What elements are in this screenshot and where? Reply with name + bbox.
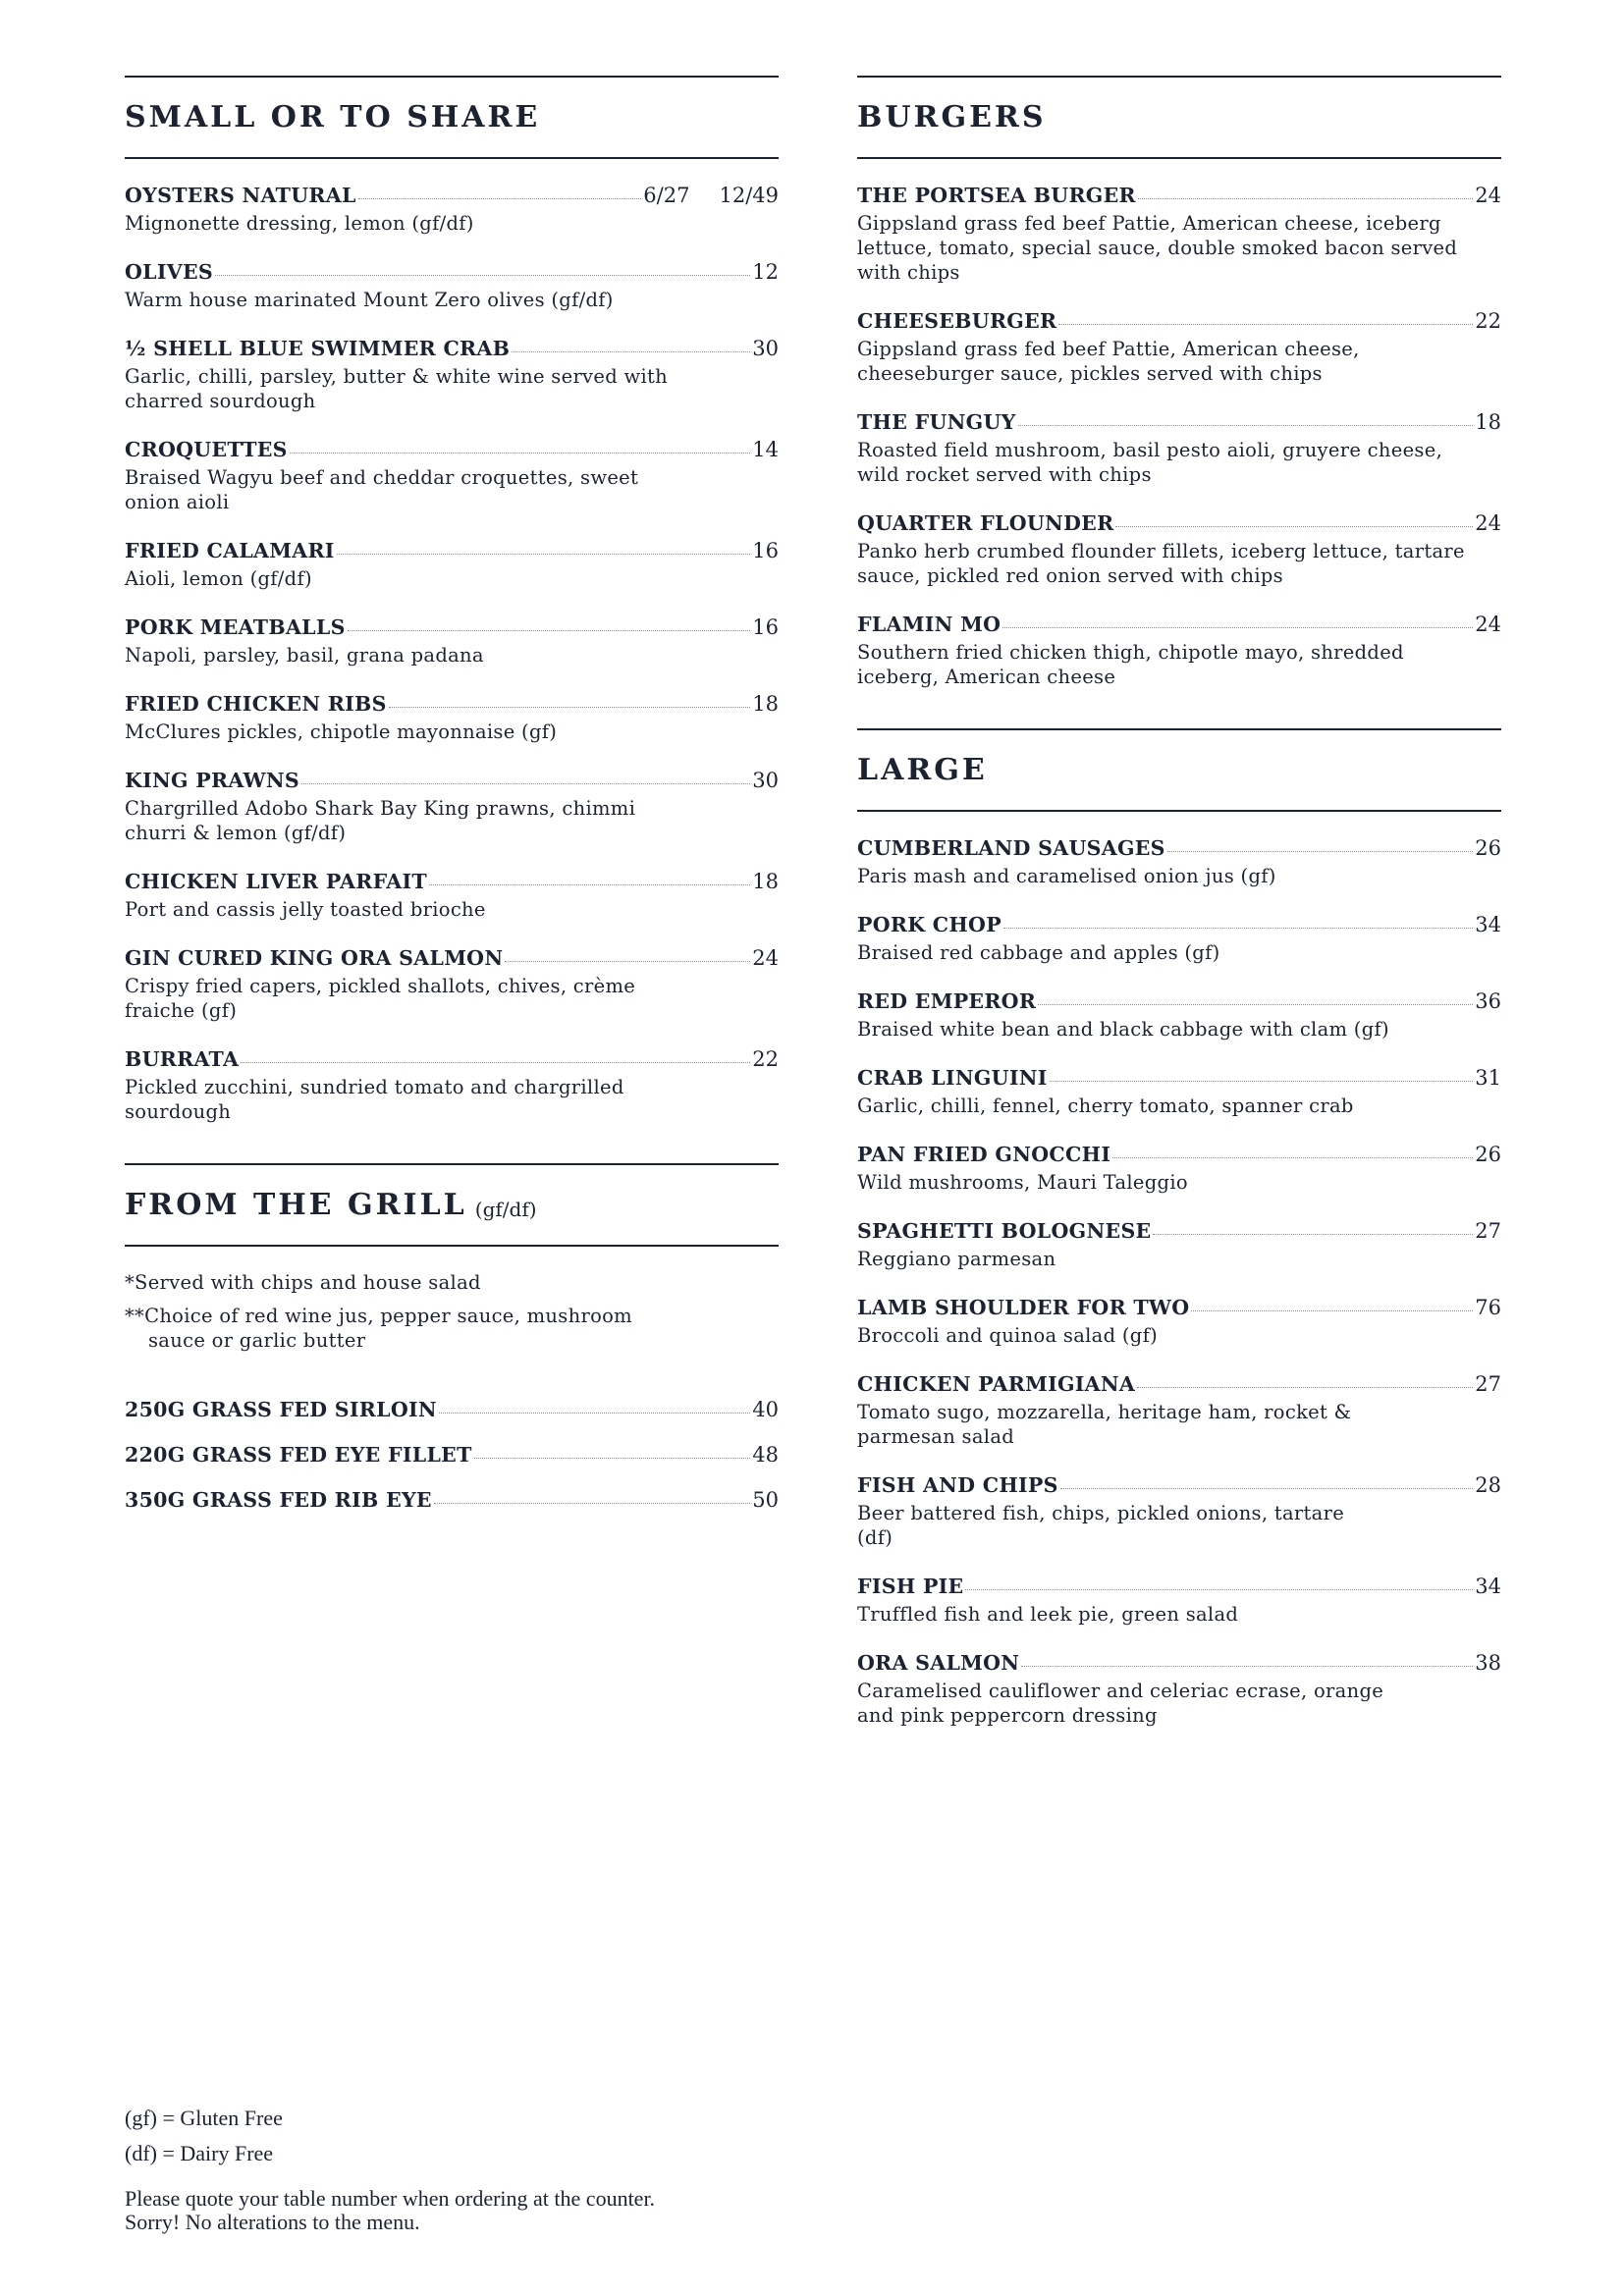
- dot-leader: [389, 707, 750, 708]
- dot-leader: [358, 198, 642, 199]
- menu-item: [857, 1295, 1501, 1348]
- menu-item: [857, 1472, 1501, 1550]
- section-title: LARGE: [857, 752, 988, 787]
- item-name: QUARTER FLOUNDER: [857, 511, 1114, 535]
- item-price: 31: [1475, 1066, 1501, 1090]
- item-name: ORA SALMON: [857, 1651, 1020, 1675]
- dot-leader: [439, 1413, 750, 1414]
- item-price: 18: [752, 870, 779, 893]
- grill-note-text: **Choice of red wine jus, pepper sauce, mushroom: [125, 1305, 632, 1327]
- item-price: 38: [1475, 1651, 1501, 1675]
- item-price: 6/27: [643, 184, 690, 207]
- item-price: 26: [1475, 836, 1501, 860]
- item-name: FISH PIE: [857, 1575, 964, 1598]
- menu-item: [125, 945, 779, 1023]
- right-column: [857, 76, 1501, 1751]
- section-header-large: [857, 728, 1501, 812]
- item-description: Chargrilled Adobo Shark Bay King prawns, chimmi churri & lemon (gf/df): [125, 797, 636, 844]
- item-name: 250G GRASS FED SIRLOIN: [125, 1398, 437, 1421]
- burgers-items-list: [857, 183, 1501, 689]
- menu-item: [125, 1487, 779, 1513]
- item-description: Braised Wagyu beef and cheddar croquettes, sweet onion aioli: [125, 466, 639, 513]
- item-price: 36: [1475, 989, 1501, 1013]
- item-name: BURRATA: [125, 1047, 240, 1071]
- item-price: 34: [1475, 913, 1501, 936]
- item-description: Broccoli and quinoa salad (gf): [857, 1324, 1159, 1347]
- notice-line-1: Please quote your table number when ordering at the counter.: [125, 2186, 656, 2211]
- grill-note: [125, 1270, 779, 1295]
- item-description: Truffled fish and leek pie, green salad: [857, 1603, 1239, 1626]
- item-name: THE FUNGUY: [857, 410, 1016, 434]
- menu-item: [125, 336, 779, 413]
- item-price: 14: [752, 438, 779, 461]
- item-name: CHICKEN PARMIGIANA: [857, 1372, 1136, 1396]
- item-name: CROQUETTES: [125, 438, 288, 461]
- item-name: RED EMPEROR: [857, 989, 1037, 1013]
- item-price-large: 12/49: [719, 184, 779, 207]
- item-description: Mignonette dressing, lemon (gf/df): [125, 212, 474, 235]
- dot-leader: [1038, 1004, 1473, 1005]
- item-name: LAMB SHOULDER FOR TWO: [857, 1296, 1190, 1319]
- dot-leader: [1167, 851, 1473, 852]
- item-price: 24: [1475, 613, 1501, 636]
- dot-leader: [1002, 627, 1473, 628]
- item-price: 24: [1475, 511, 1501, 535]
- item-name: 350G GRASS FED RIB EYE: [125, 1488, 432, 1512]
- dot-leader: [290, 453, 750, 454]
- item-name: CRAB LINGUINI: [857, 1066, 1048, 1090]
- menu-item: [857, 1371, 1501, 1449]
- menu-item: [857, 988, 1501, 1041]
- item-description: Roasted field mushroom, basil pesto aioli, gruyere cheese, wild rocket served with chips: [857, 439, 1443, 486]
- item-name: CHEESEBURGER: [857, 309, 1057, 333]
- item-price: 22: [1475, 309, 1501, 333]
- dot-leader: [1115, 526, 1473, 527]
- dot-leader: [1050, 1081, 1474, 1082]
- dot-leader: [215, 275, 750, 276]
- item-description: McClures pickles, chipotle mayonnaise (gf): [125, 721, 558, 743]
- section-header-from-the-grill: [125, 1163, 779, 1247]
- item-description: Gippsland grass fed beef Pattie, American cheese, cheeseburger sauce, pickles served with chips: [857, 338, 1360, 385]
- dot-leader: [1112, 1157, 1473, 1158]
- dot-leader: [1018, 425, 1474, 426]
- item-price: 76: [1475, 1296, 1501, 1319]
- item-description: Reggiano parmesan: [857, 1248, 1056, 1270]
- section-dietary-note: (gf/df): [474, 1197, 537, 1221]
- menu-item: [857, 308, 1501, 386]
- dot-leader: [1137, 1387, 1473, 1388]
- dot-leader: [1021, 1666, 1473, 1667]
- item-price: 16: [752, 615, 779, 639]
- item-price: 12: [752, 260, 779, 284]
- menu-item: [857, 183, 1501, 285]
- small-items-list: [125, 183, 779, 1124]
- item-name: PORK CHOP: [857, 913, 1001, 936]
- menu-item: [857, 409, 1501, 487]
- item-name: SPAGHETTI BOLOGNESE: [857, 1219, 1152, 1243]
- item-description: Braised white bean and black cabbage with clam (gf): [857, 1018, 1389, 1041]
- item-price: 27: [1475, 1219, 1501, 1243]
- section-header-burgers: [857, 76, 1501, 159]
- menu-item: [857, 1574, 1501, 1627]
- item-description: Braised red cabbage and apples (gf): [857, 941, 1220, 964]
- item-description: Wild mushrooms, Mauri Taleggio: [857, 1171, 1188, 1194]
- legend-gluten-free: (gf) = Gluten Free: [125, 2106, 283, 2130]
- dot-leader: [1191, 1310, 1473, 1311]
- menu-item: [125, 768, 779, 845]
- dot-leader: [241, 1062, 750, 1063]
- notice-line-2: Sorry! No alterations to the menu.: [125, 2210, 420, 2234]
- item-description: Napoli, parsley, basil, grana padana: [125, 644, 484, 667]
- dot-leader: [1153, 1234, 1473, 1235]
- item-name: OYSTERS NATURAL: [125, 184, 356, 207]
- item-name: CUMBERLAND SAUSAGES: [857, 836, 1165, 860]
- item-price: 16: [752, 539, 779, 562]
- section-title: BURGERS: [857, 99, 1047, 134]
- dot-leader: [429, 884, 750, 885]
- item-name: FISH AND CHIPS: [857, 1473, 1058, 1497]
- menu-item: [857, 1065, 1501, 1118]
- dot-leader: [512, 351, 750, 352]
- item-name: FRIED CHICKEN RIBS: [125, 692, 387, 716]
- dot-leader: [434, 1503, 750, 1504]
- menu-item: [125, 614, 779, 667]
- dot-leader: [965, 1589, 1473, 1590]
- section-title: [125, 1187, 537, 1222]
- menu-item: [125, 869, 779, 922]
- dot-leader: [1138, 198, 1473, 199]
- item-name: THE PORTSEA BURGER: [857, 184, 1136, 207]
- item-description: Garlic, chilli, parsley, butter & white wine served with charred sourdough: [125, 365, 669, 412]
- item-description: Southern fried chicken thigh, chipotle mayo, shredded iceberg, American cheese: [857, 641, 1404, 688]
- menu-item: [857, 1650, 1501, 1728]
- item-price: 18: [1475, 410, 1501, 434]
- menu-item: [125, 1397, 779, 1422]
- item-price: 27: [1475, 1372, 1501, 1396]
- item-name: ½ SHELL BLUE SWIMMER CRAB: [125, 337, 511, 360]
- item-description: Warm house marinated Mount Zero olives (gf/df): [125, 289, 614, 311]
- item-description: Tomato sugo, mozzarella, heritage ham, rocket & parmesan salad: [857, 1401, 1352, 1448]
- menu-item: [125, 1442, 779, 1468]
- menu-item: [857, 612, 1501, 689]
- menu-item: [125, 538, 779, 591]
- section-title-text: FROM THE GRILL: [125, 1187, 467, 1222]
- item-name: CHICKEN LIVER PARFAIT: [125, 870, 427, 893]
- menu-item: [125, 1046, 779, 1124]
- dot-leader: [337, 554, 751, 555]
- item-description: Crispy fried capers, pickled shallots, chives, crème fraiche (gf): [125, 975, 636, 1022]
- item-description: Gippsland grass fed beef Pattie, American cheese, iceberg lettuce, tomato, special sauce, double smoked bacon served with chips: [857, 212, 1458, 284]
- item-price: 18: [752, 692, 779, 716]
- item-price: 48: [752, 1443, 779, 1467]
- grill-items-list: [125, 1397, 779, 1513]
- item-name: FLAMIN MO: [857, 613, 1001, 636]
- item-description: Aioli, lemon (gf/df): [125, 567, 312, 590]
- dot-leader: [348, 630, 751, 631]
- menu-item: [125, 259, 779, 312]
- section-title: SMALL OR TO SHARE: [125, 99, 541, 134]
- item-description: Caramelised cauliflower and celeriac ecrase, orange and pink peppercorn dressing: [857, 1680, 1384, 1727]
- item-description: Garlic, chilli, fennel, cherry tomato, spanner crab: [857, 1095, 1354, 1117]
- item-price: 24: [1475, 184, 1501, 207]
- large-items-list: [857, 835, 1501, 1728]
- item-price: 22: [752, 1047, 779, 1071]
- grill-note-text: *Served with chips and house salad: [125, 1271, 481, 1294]
- menu-item: [857, 1142, 1501, 1195]
- item-price: 40: [752, 1398, 779, 1421]
- dot-leader: [1003, 928, 1473, 929]
- item-name: FRIED CALAMARI: [125, 539, 335, 562]
- item-price: 34: [1475, 1575, 1501, 1598]
- item-price: 50: [752, 1488, 779, 1512]
- dot-leader: [474, 1458, 751, 1459]
- grill-note-continuation: sauce or garlic butter: [148, 1329, 366, 1352]
- ordering-notice: [125, 2187, 655, 2234]
- menu-item: [125, 437, 779, 514]
- section-header-small-or-to-share: [125, 76, 779, 159]
- menu-footer: [125, 2107, 655, 2234]
- menu-item: [125, 691, 779, 744]
- grill-note: [125, 1304, 779, 1353]
- item-price: 30: [752, 337, 779, 360]
- item-description: Pickled zucchini, sundried tomato and chargrilled sourdough: [125, 1076, 624, 1123]
- item-description: Panko herb crumbed flounder fillets, iceberg lettuce, tartare sauce, pickled red onion served with chips: [857, 540, 1465, 587]
- menu-item: [857, 1218, 1501, 1271]
- left-column: [125, 76, 779, 1532]
- dot-leader: [505, 961, 750, 962]
- menu-item: [857, 835, 1501, 888]
- item-description: Paris mash and caramelised onion jus (gf): [857, 865, 1276, 887]
- grill-notes: [125, 1270, 779, 1353]
- item-name: 220G GRASS FED EYE FILLET: [125, 1443, 472, 1467]
- item-price: 30: [752, 769, 779, 792]
- item-price: 24: [752, 946, 779, 970]
- menu-item: [125, 183, 779, 236]
- item-name: PORK MEATBALLS: [125, 615, 346, 639]
- item-name: KING PRAWNS: [125, 769, 299, 792]
- dot-leader: [1060, 1488, 1474, 1489]
- item-description: Port and cassis jelly toasted brioche: [125, 898, 486, 921]
- dot-leader: [301, 783, 750, 784]
- item-price: 26: [1475, 1143, 1501, 1166]
- menu-item: [857, 912, 1501, 965]
- item-name: PAN FRIED GNOCCHI: [857, 1143, 1111, 1166]
- item-description: Beer battered fish, chips, pickled onions, tartare (df): [857, 1502, 1345, 1549]
- dot-leader: [1058, 324, 1473, 325]
- menu-item: [857, 510, 1501, 588]
- item-name: GIN CURED KING ORA SALMON: [125, 946, 504, 970]
- item-price: 28: [1475, 1473, 1501, 1497]
- item-name: OLIVES: [125, 260, 213, 284]
- legend-dairy-free: (df) = Dairy Free: [125, 2141, 274, 2165]
